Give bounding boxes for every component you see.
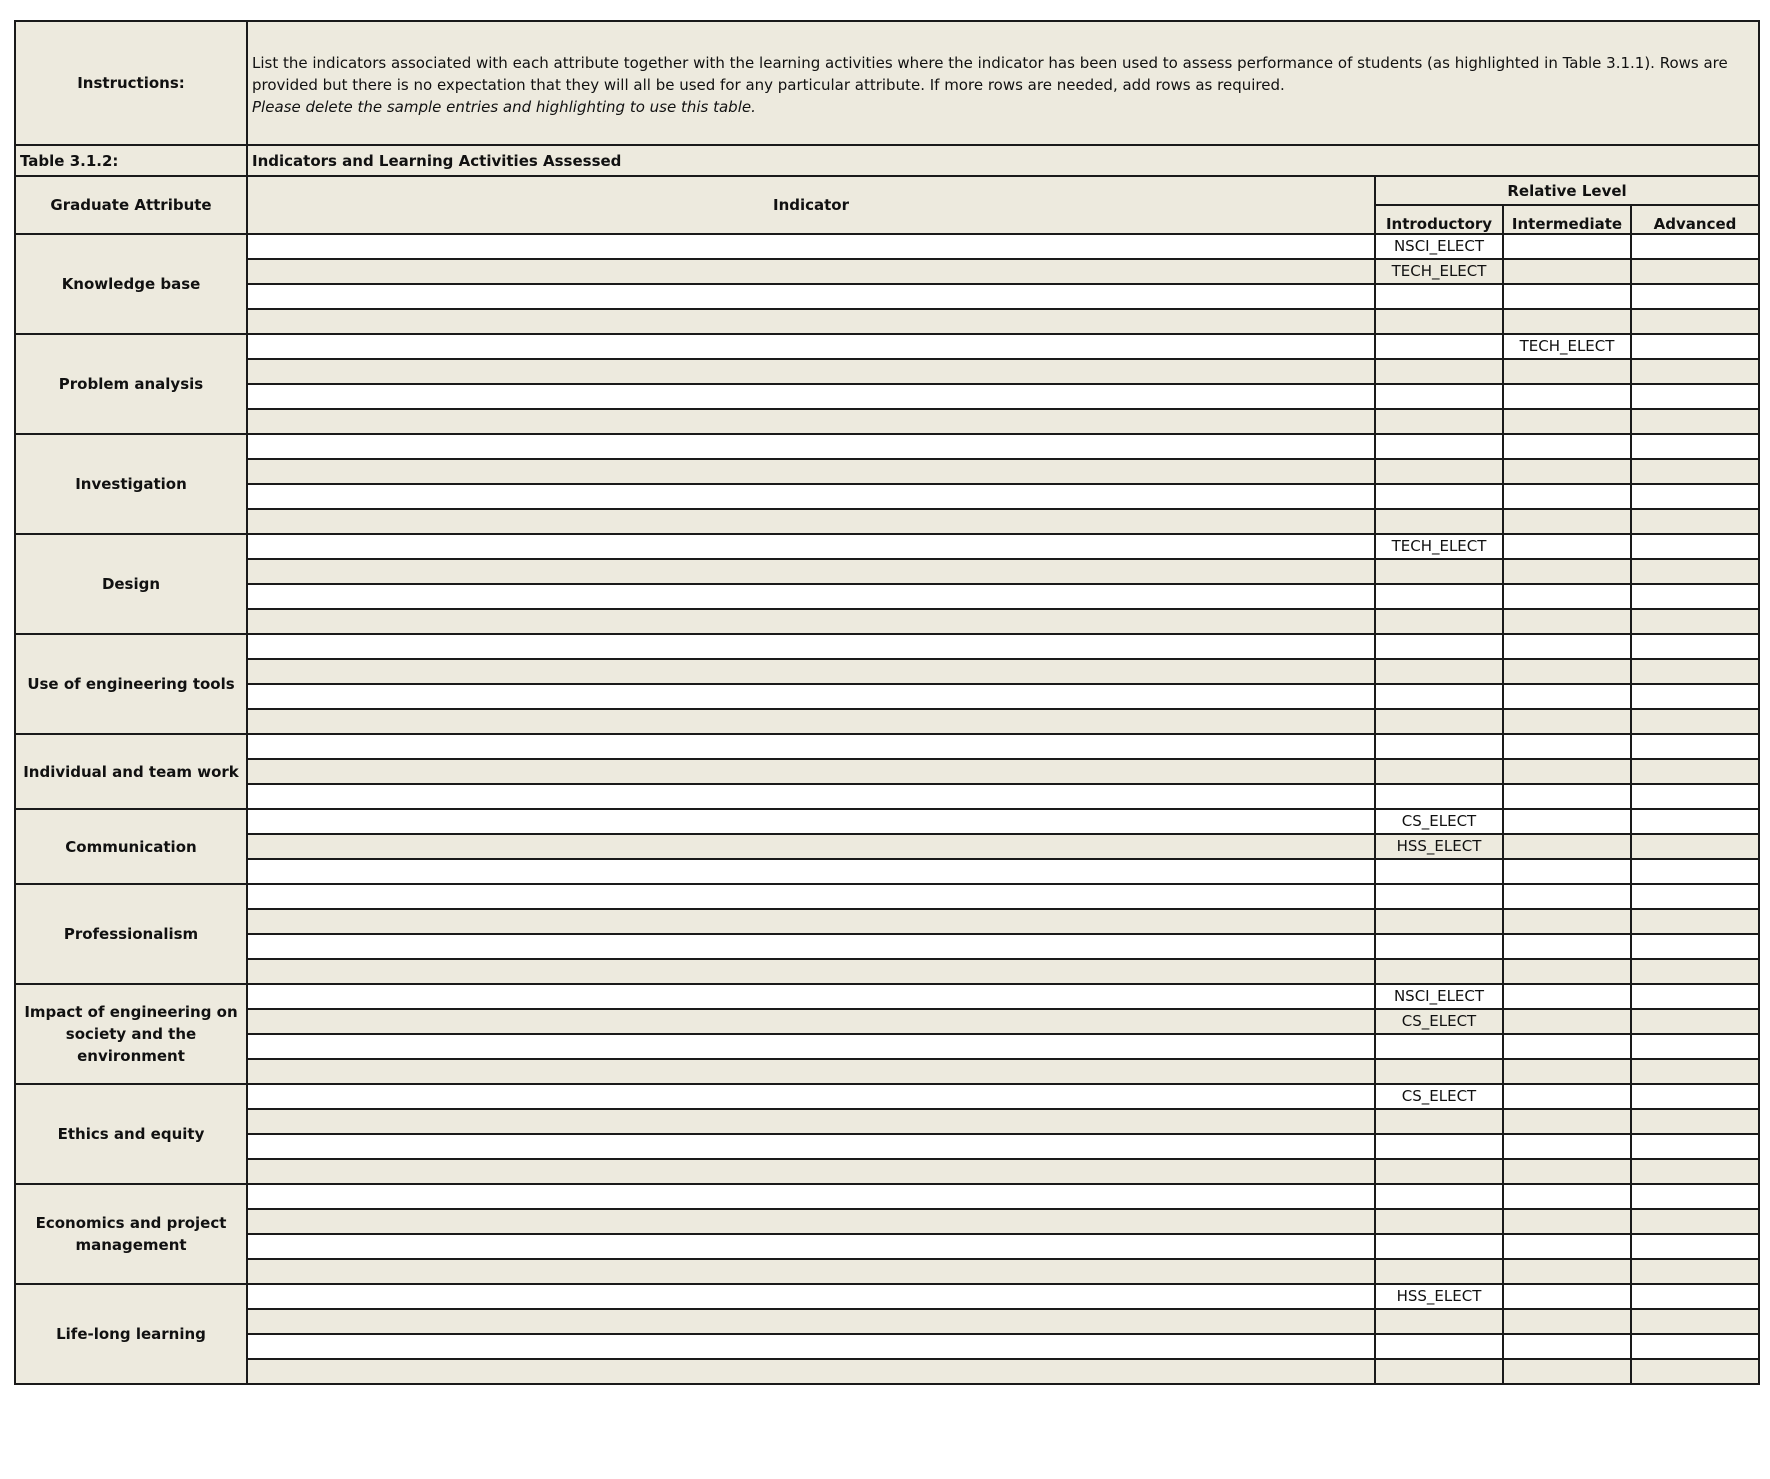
- indicator-cell[interactable]: [247, 1084, 1375, 1109]
- intermediate-cell[interactable]: [1503, 259, 1631, 284]
- header-graduate-attribute: Graduate Attribute: [15, 176, 247, 234]
- intermediate-cell[interactable]: [1503, 734, 1631, 759]
- intermediate-cell[interactable]: [1503, 759, 1631, 784]
- table-row: [15, 734, 1759, 759]
- advanced-cell[interactable]: [1631, 1284, 1759, 1309]
- table-row: [15, 509, 1759, 534]
- introductory-cell[interactable]: [1375, 1359, 1503, 1384]
- advanced-cell[interactable]: [1631, 1184, 1759, 1209]
- introductory-cell[interactable]: [1375, 1059, 1503, 1084]
- introductory-cell[interactable]: [1375, 1109, 1503, 1134]
- advanced-cell[interactable]: [1631, 584, 1759, 609]
- indicator-cell[interactable]: [247, 309, 1375, 334]
- advanced-cell[interactable]: [1631, 634, 1759, 659]
- introductory-cell[interactable]: [1375, 384, 1503, 409]
- table-row: [15, 284, 1759, 309]
- introductory-cell[interactable]: [1375, 559, 1503, 584]
- table-row: [15, 609, 1759, 634]
- introductory-cell[interactable]: [1375, 1209, 1503, 1234]
- table-row: [15, 1184, 1759, 1209]
- table-row: [15, 1084, 1759, 1109]
- indicator-cell[interactable]: [247, 884, 1375, 909]
- introductory-cell[interactable]: [1375, 1184, 1503, 1209]
- intermediate-cell[interactable]: [1503, 584, 1631, 609]
- indicator-cell[interactable]: [247, 734, 1375, 759]
- indicator-cell[interactable]: [247, 709, 1375, 734]
- indicator-cell[interactable]: [247, 859, 1375, 884]
- table-row: [15, 1359, 1759, 1384]
- header-relative-level: Relative Level: [1375, 176, 1759, 205]
- indicator-cell[interactable]: [247, 684, 1375, 709]
- advanced-cell[interactable]: [1631, 759, 1759, 784]
- intermediate-cell[interactable]: [1503, 309, 1631, 334]
- advanced-cell[interactable]: [1631, 334, 1759, 359]
- intermediate-cell[interactable]: [1503, 534, 1631, 559]
- introductory-cell[interactable]: [1375, 409, 1503, 434]
- instructions-text: List the indicators associated with each attribute together with the learning activities where the indicator has been used to assess performance of students (as highlighted in Table 3.1.1). Rows are provided but there is no expectation that they will all be used for any particular attribute. If more rows are needed, add rows as required.: [252, 54, 1728, 94]
- instructions-cell: [247, 21, 1759, 145]
- table-row: [15, 1009, 1759, 1034]
- advanced-cell[interactable]: [1631, 684, 1759, 709]
- introductory-cell[interactable]: TECH_ELECT: [1375, 259, 1503, 284]
- intermediate-cell[interactable]: [1503, 509, 1631, 534]
- instructions-note: Please delete the sample entries and highlighting to use this table.: [252, 98, 756, 116]
- indicator-cell[interactable]: [247, 534, 1375, 559]
- attribute-name: Problem analysis: [15, 334, 247, 434]
- introductory-cell[interactable]: [1375, 284, 1503, 309]
- attribute-name: Individual and team work: [15, 734, 247, 809]
- advanced-cell[interactable]: [1631, 809, 1759, 834]
- table-row: [15, 484, 1759, 509]
- table-row: [15, 1159, 1759, 1184]
- indicator-cell[interactable]: [247, 334, 1375, 359]
- header-advanced: Advanced: [1631, 205, 1759, 234]
- advanced-cell[interactable]: [1631, 1109, 1759, 1134]
- indicator-cell[interactable]: [247, 609, 1375, 634]
- table-row: [15, 834, 1759, 859]
- table-row: [15, 434, 1759, 459]
- header-indicator: Indicator: [247, 176, 1375, 234]
- table-row: [15, 309, 1759, 334]
- intermediate-cell[interactable]: [1503, 459, 1631, 484]
- table-row: [15, 234, 1759, 259]
- table-row: [15, 934, 1759, 959]
- intermediate-cell[interactable]: [1503, 484, 1631, 509]
- advanced-cell[interactable]: [1631, 384, 1759, 409]
- table-row: [15, 634, 1759, 659]
- introductory-cell[interactable]: [1375, 734, 1503, 759]
- table-row: [15, 1034, 1759, 1059]
- table-row: [15, 1259, 1759, 1284]
- indicator-cell[interactable]: [247, 759, 1375, 784]
- indicator-cell[interactable]: [247, 1034, 1375, 1059]
- intermediate-cell[interactable]: [1503, 1134, 1631, 1159]
- indicator-cell[interactable]: [247, 809, 1375, 834]
- intermediate-cell[interactable]: [1503, 934, 1631, 959]
- intermediate-cell[interactable]: [1503, 1209, 1631, 1234]
- intermediate-cell[interactable]: [1503, 1259, 1631, 1284]
- intermediate-cell[interactable]: [1503, 709, 1631, 734]
- introductory-cell[interactable]: CS_ELECT: [1375, 1009, 1503, 1034]
- intermediate-cell[interactable]: [1503, 1059, 1631, 1084]
- advanced-cell[interactable]: [1631, 1309, 1759, 1334]
- advanced-cell[interactable]: [1631, 534, 1759, 559]
- table-row: [15, 259, 1759, 284]
- intermediate-cell[interactable]: [1503, 984, 1631, 1009]
- table-row: [15, 884, 1759, 909]
- introductory-cell[interactable]: [1375, 1334, 1503, 1359]
- indicator-cell[interactable]: [247, 834, 1375, 859]
- advanced-cell[interactable]: [1631, 859, 1759, 884]
- table-row: [15, 584, 1759, 609]
- indicator-cell[interactable]: [247, 434, 1375, 459]
- indicator-cell[interactable]: [247, 1334, 1375, 1359]
- advanced-cell[interactable]: [1631, 884, 1759, 909]
- table-row: [15, 1309, 1759, 1334]
- introductory-cell[interactable]: NSCI_ELECT: [1375, 234, 1503, 259]
- advanced-cell[interactable]: [1631, 234, 1759, 259]
- advanced-cell[interactable]: [1631, 1009, 1759, 1034]
- intermediate-cell[interactable]: [1503, 409, 1631, 434]
- attribute-name: Investigation: [15, 434, 247, 534]
- attribute-name: Design: [15, 534, 247, 634]
- table-row: [15, 984, 1759, 1009]
- header-intermediate: Intermediate: [1503, 205, 1631, 234]
- introductory-cell[interactable]: [1375, 959, 1503, 984]
- table-row: [15, 859, 1759, 884]
- advanced-cell[interactable]: [1631, 1159, 1759, 1184]
- advanced-cell[interactable]: [1631, 259, 1759, 284]
- indicator-cell[interactable]: [247, 559, 1375, 584]
- intermediate-cell[interactable]: [1503, 784, 1631, 809]
- introductory-cell[interactable]: [1375, 459, 1503, 484]
- indicator-cell[interactable]: [247, 1059, 1375, 1084]
- table-row: [15, 959, 1759, 984]
- intermediate-cell[interactable]: [1503, 284, 1631, 309]
- introductory-cell[interactable]: [1375, 859, 1503, 884]
- advanced-cell[interactable]: [1631, 409, 1759, 434]
- intermediate-cell[interactable]: [1503, 659, 1631, 684]
- advanced-cell[interactable]: [1631, 834, 1759, 859]
- table-row: [15, 334, 1759, 359]
- indicator-cell[interactable]: [247, 634, 1375, 659]
- introductory-cell[interactable]: [1375, 909, 1503, 934]
- advanced-cell[interactable]: [1631, 1209, 1759, 1234]
- introductory-cell[interactable]: [1375, 684, 1503, 709]
- indicator-cell[interactable]: [247, 984, 1375, 1009]
- table-row: [15, 1134, 1759, 1159]
- introductory-cell[interactable]: [1375, 359, 1503, 384]
- advanced-cell[interactable]: [1631, 1334, 1759, 1359]
- advanced-cell[interactable]: [1631, 959, 1759, 984]
- intermediate-cell[interactable]: [1503, 1359, 1631, 1384]
- advanced-cell[interactable]: [1631, 1234, 1759, 1259]
- instructions-label: Instructions:: [15, 21, 247, 145]
- indicator-cell[interactable]: [247, 1259, 1375, 1284]
- table-title: Indicators and Learning Activities Assessed: [247, 145, 1759, 176]
- introductory-cell[interactable]: [1375, 1234, 1503, 1259]
- attribute-name: Economics and project management: [15, 1184, 247, 1284]
- table-row: [15, 809, 1759, 834]
- indicator-cell[interactable]: [247, 1209, 1375, 1234]
- indicator-cell[interactable]: [247, 1159, 1375, 1184]
- introductory-cell[interactable]: [1375, 334, 1503, 359]
- table-row: [15, 1059, 1759, 1084]
- indicator-cell[interactable]: [247, 1009, 1375, 1034]
- introductory-cell[interactable]: [1375, 784, 1503, 809]
- indicators-table: [14, 20, 1760, 1385]
- table-row: [15, 1209, 1759, 1234]
- table-row: [15, 1234, 1759, 1259]
- indicator-cell[interactable]: [247, 1309, 1375, 1334]
- table-row: [15, 659, 1759, 684]
- intermediate-cell[interactable]: [1503, 359, 1631, 384]
- table-row: [15, 459, 1759, 484]
- advanced-cell[interactable]: [1631, 984, 1759, 1009]
- advanced-cell[interactable]: [1631, 784, 1759, 809]
- intermediate-cell[interactable]: [1503, 234, 1631, 259]
- intermediate-cell[interactable]: [1503, 1309, 1631, 1334]
- indicator-cell[interactable]: [247, 259, 1375, 284]
- introductory-cell[interactable]: [1375, 1159, 1503, 1184]
- introductory-cell[interactable]: [1375, 759, 1503, 784]
- indicator-cell[interactable]: [247, 1109, 1375, 1134]
- intermediate-cell[interactable]: TECH_ELECT: [1503, 334, 1631, 359]
- intermediate-cell[interactable]: [1503, 384, 1631, 409]
- advanced-cell[interactable]: [1631, 284, 1759, 309]
- introductory-cell[interactable]: [1375, 884, 1503, 909]
- indicator-cell[interactable]: [247, 509, 1375, 534]
- table-row: [15, 534, 1759, 559]
- indicator-cell[interactable]: [247, 234, 1375, 259]
- advanced-cell[interactable]: [1631, 1059, 1759, 1084]
- table-row: [15, 759, 1759, 784]
- advanced-cell[interactable]: [1631, 509, 1759, 534]
- intermediate-cell[interactable]: [1503, 1109, 1631, 1134]
- table-row: [15, 559, 1759, 584]
- introductory-cell[interactable]: HSS_ELECT: [1375, 834, 1503, 859]
- indicator-cell[interactable]: [247, 484, 1375, 509]
- introductory-cell[interactable]: HSS_ELECT: [1375, 1284, 1503, 1309]
- advanced-cell[interactable]: [1631, 1134, 1759, 1159]
- attribute-name: Ethics and equity: [15, 1084, 247, 1184]
- table-row: [15, 384, 1759, 409]
- introductory-cell[interactable]: [1375, 1134, 1503, 1159]
- intermediate-cell[interactable]: [1503, 634, 1631, 659]
- advanced-cell[interactable]: [1631, 459, 1759, 484]
- intermediate-cell[interactable]: [1503, 559, 1631, 584]
- introductory-cell[interactable]: [1375, 709, 1503, 734]
- introductory-cell[interactable]: [1375, 484, 1503, 509]
- indicator-cell[interactable]: [247, 409, 1375, 434]
- intermediate-cell[interactable]: [1503, 834, 1631, 859]
- indicator-cell[interactable]: [247, 959, 1375, 984]
- introductory-cell[interactable]: [1375, 309, 1503, 334]
- intermediate-cell[interactable]: [1503, 434, 1631, 459]
- attribute-name: Life-long learning: [15, 1284, 247, 1384]
- advanced-cell[interactable]: [1631, 484, 1759, 509]
- indicator-cell[interactable]: [247, 1134, 1375, 1159]
- table-row: [15, 1109, 1759, 1134]
- table-row: [15, 909, 1759, 934]
- intermediate-cell[interactable]: [1503, 1084, 1631, 1109]
- indicator-cell[interactable]: [247, 1234, 1375, 1259]
- intermediate-cell[interactable]: [1503, 1009, 1631, 1034]
- indicator-cell[interactable]: [247, 359, 1375, 384]
- attribute-name: Impact of engineering on society and the environment: [15, 984, 247, 1084]
- attribute-name: Use of engineering tools: [15, 634, 247, 734]
- introductory-cell[interactable]: TECH_ELECT: [1375, 534, 1503, 559]
- introductory-cell[interactable]: [1375, 659, 1503, 684]
- advanced-cell[interactable]: [1631, 434, 1759, 459]
- indicator-cell[interactable]: [247, 1359, 1375, 1384]
- indicator-cell[interactable]: [247, 1184, 1375, 1209]
- introductory-cell[interactable]: [1375, 584, 1503, 609]
- indicator-cell[interactable]: [247, 584, 1375, 609]
- indicator-cell[interactable]: [247, 384, 1375, 409]
- introductory-cell[interactable]: [1375, 1259, 1503, 1284]
- intermediate-cell[interactable]: [1503, 1284, 1631, 1309]
- introductory-cell[interactable]: [1375, 509, 1503, 534]
- intermediate-cell[interactable]: [1503, 884, 1631, 909]
- indicator-cell[interactable]: [247, 934, 1375, 959]
- introductory-cell[interactable]: CS_ELECT: [1375, 809, 1503, 834]
- intermediate-cell[interactable]: [1503, 1334, 1631, 1359]
- indicator-cell[interactable]: [247, 459, 1375, 484]
- advanced-cell[interactable]: [1631, 309, 1759, 334]
- table-number: Table 3.1.2:: [15, 145, 247, 176]
- indicator-cell[interactable]: [247, 284, 1375, 309]
- advanced-cell[interactable]: [1631, 1359, 1759, 1384]
- intermediate-cell[interactable]: [1503, 859, 1631, 884]
- advanced-cell[interactable]: [1631, 359, 1759, 384]
- attribute-name: Communication: [15, 809, 247, 884]
- table-row: [15, 359, 1759, 384]
- intermediate-cell[interactable]: [1503, 909, 1631, 934]
- table-row: [15, 1334, 1759, 1359]
- advanced-cell[interactable]: [1631, 1259, 1759, 1284]
- table-row: [15, 1284, 1759, 1309]
- intermediate-cell[interactable]: [1503, 684, 1631, 709]
- indicator-cell[interactable]: [247, 784, 1375, 809]
- table-row: [15, 784, 1759, 809]
- advanced-cell[interactable]: [1631, 609, 1759, 634]
- attribute-name: Knowledge base: [15, 234, 247, 334]
- advanced-cell[interactable]: [1631, 559, 1759, 584]
- table-row: [15, 709, 1759, 734]
- introductory-cell[interactable]: [1375, 1034, 1503, 1059]
- introductory-cell[interactable]: [1375, 434, 1503, 459]
- intermediate-cell[interactable]: [1503, 1034, 1631, 1059]
- introductory-cell[interactable]: NSCI_ELECT: [1375, 984, 1503, 1009]
- attribute-name: Professionalism: [15, 884, 247, 984]
- intermediate-cell[interactable]: [1503, 1184, 1631, 1209]
- indicator-cell[interactable]: [247, 909, 1375, 934]
- intermediate-cell[interactable]: [1503, 1234, 1631, 1259]
- advanced-cell[interactable]: [1631, 734, 1759, 759]
- introductory-cell[interactable]: CS_ELECT: [1375, 1084, 1503, 1109]
- advanced-cell[interactable]: [1631, 659, 1759, 684]
- indicator-cell[interactable]: [247, 659, 1375, 684]
- table-row: [15, 684, 1759, 709]
- intermediate-cell[interactable]: [1503, 959, 1631, 984]
- introductory-cell[interactable]: [1375, 609, 1503, 634]
- indicator-cell[interactable]: [247, 1284, 1375, 1309]
- introductory-cell[interactable]: [1375, 934, 1503, 959]
- header-introductory: Introductory: [1375, 205, 1503, 234]
- advanced-cell[interactable]: [1631, 709, 1759, 734]
- intermediate-cell[interactable]: [1503, 609, 1631, 634]
- advanced-cell[interactable]: [1631, 1084, 1759, 1109]
- introductory-cell[interactable]: [1375, 1309, 1503, 1334]
- advanced-cell[interactable]: [1631, 909, 1759, 934]
- advanced-cell[interactable]: [1631, 934, 1759, 959]
- introductory-cell[interactable]: [1375, 634, 1503, 659]
- table-row: [15, 409, 1759, 434]
- intermediate-cell[interactable]: [1503, 809, 1631, 834]
- advanced-cell[interactable]: [1631, 1034, 1759, 1059]
- intermediate-cell[interactable]: [1503, 1159, 1631, 1184]
